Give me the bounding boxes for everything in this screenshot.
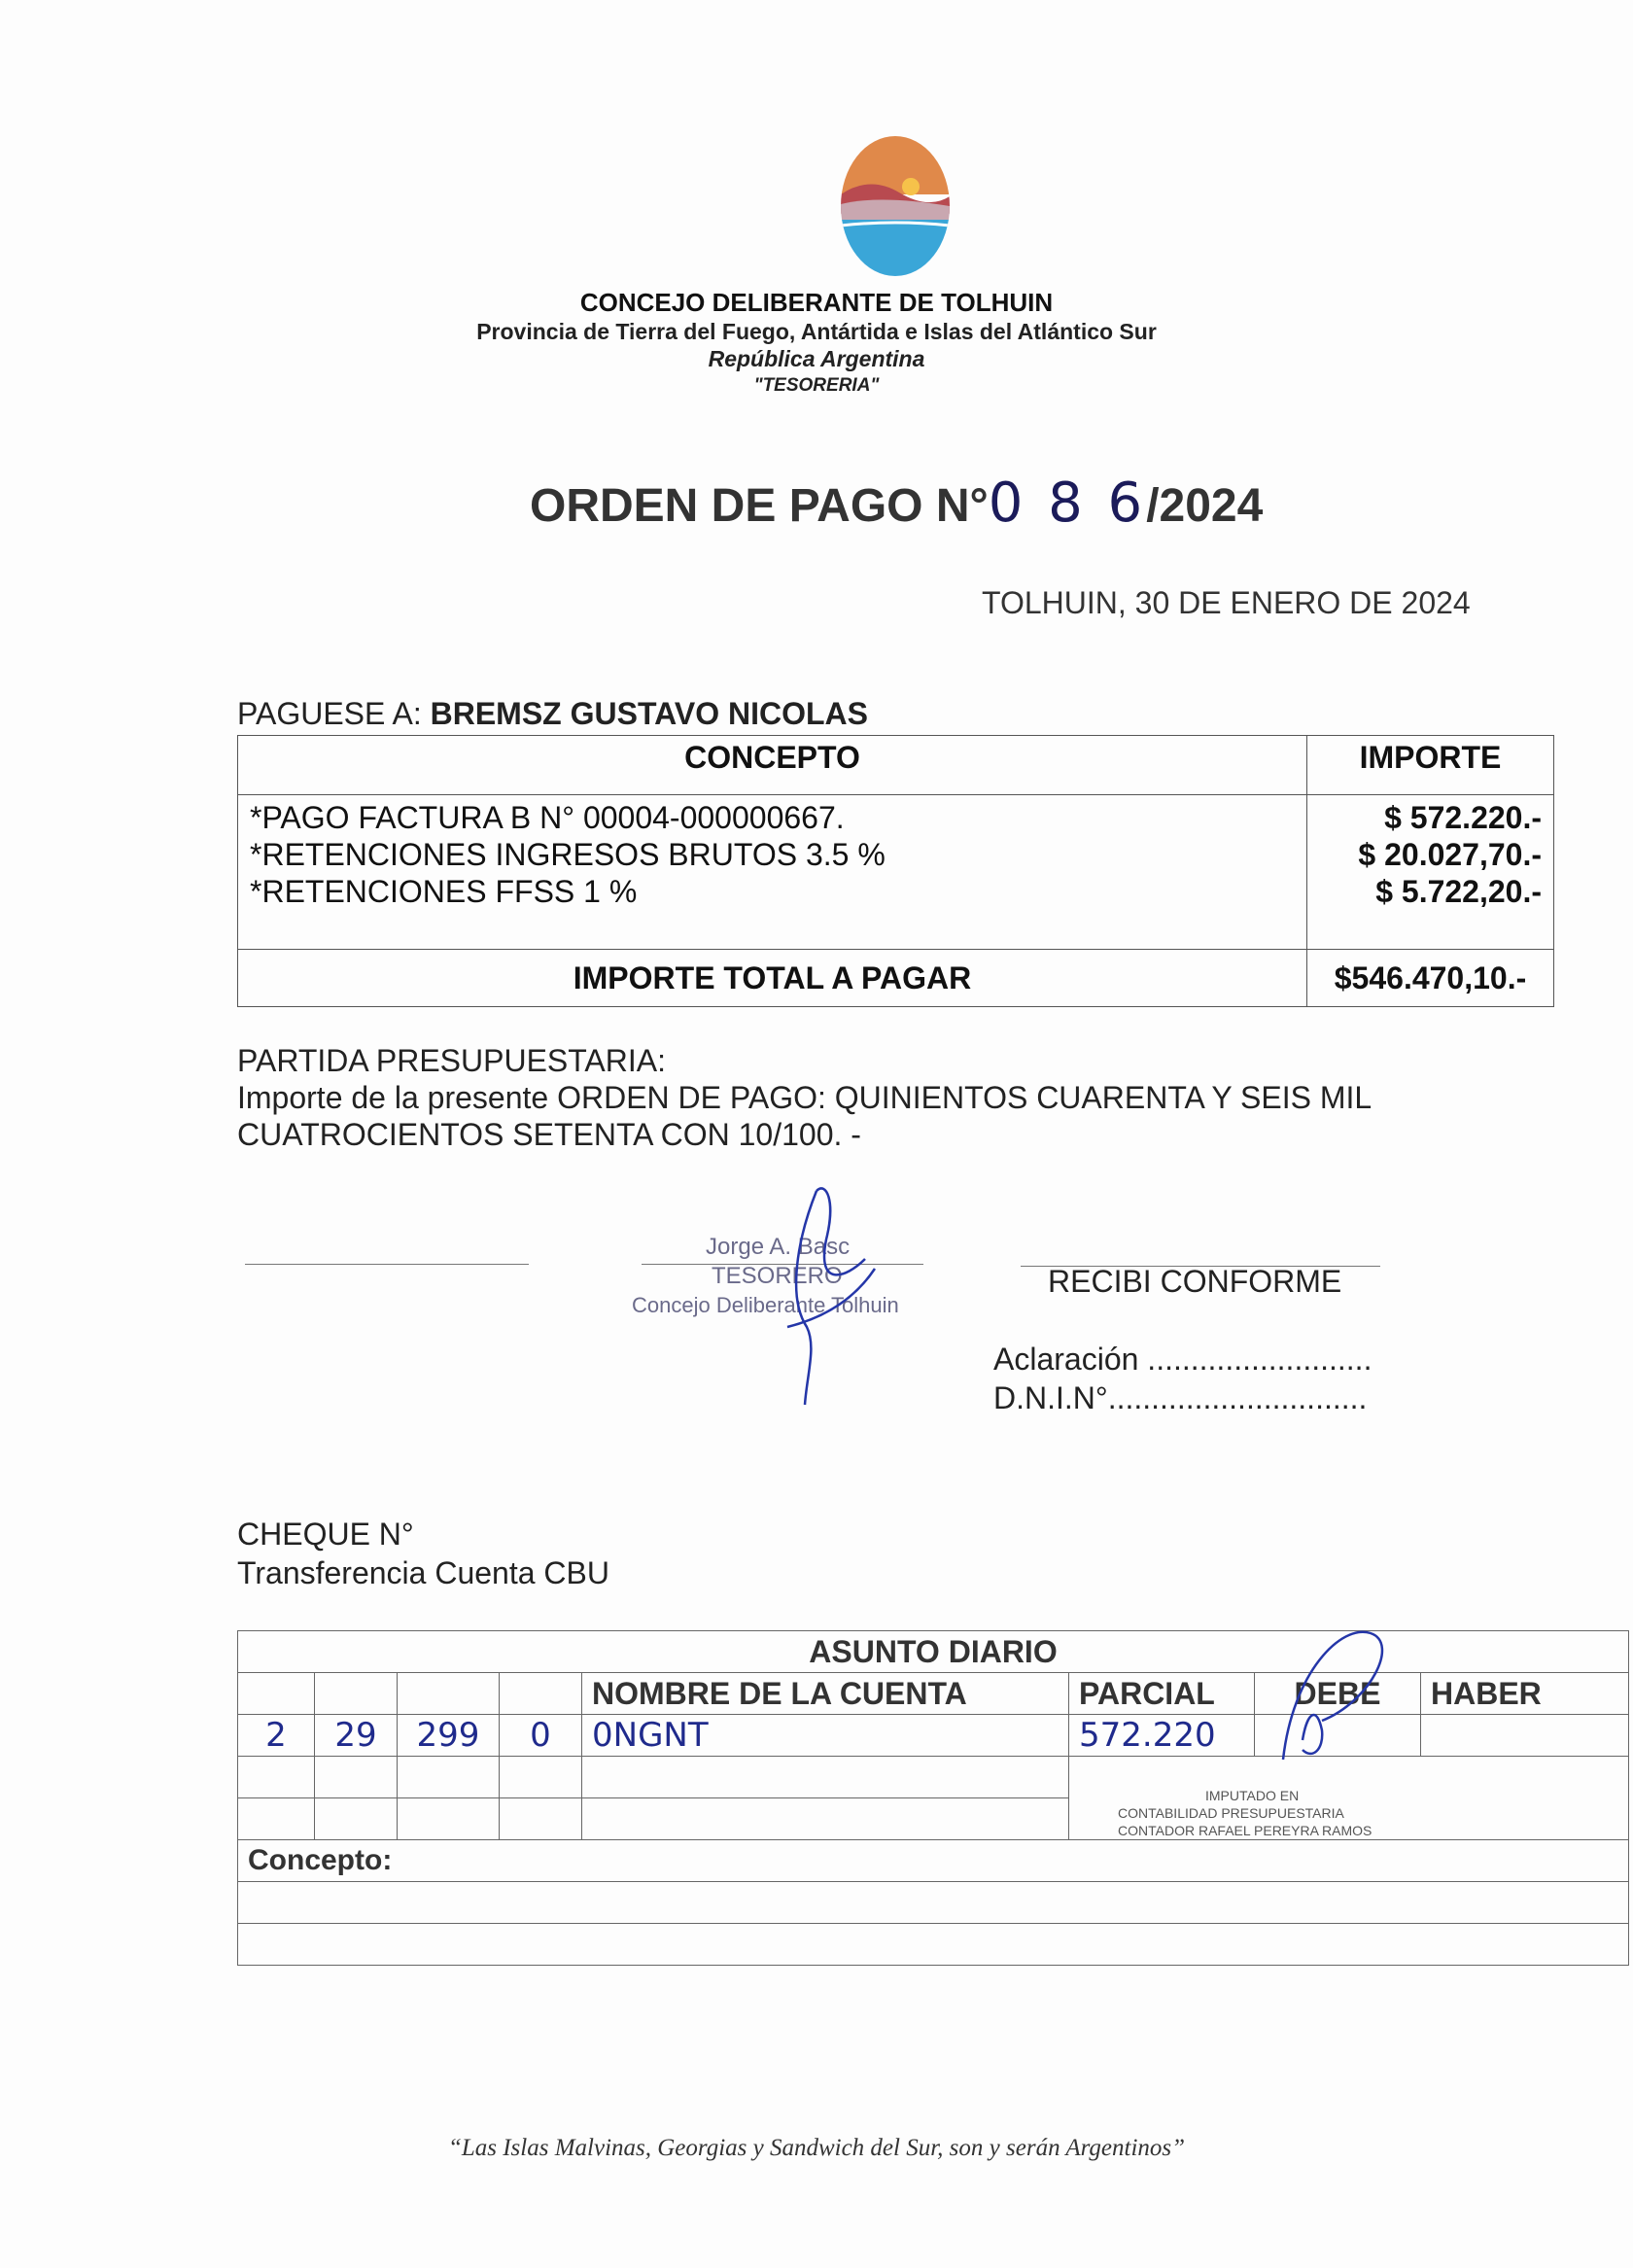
payee-line (237, 696, 868, 732)
council-logo (841, 136, 950, 276)
office-line: "TESORERIA" (753, 375, 880, 396)
hand-partial: 572.220 (1069, 1715, 1255, 1757)
stamp-line: IMPUTADO EN (1205, 1788, 1300, 1803)
budget-label: PARTIDA PRESUPUESTARIA: (237, 1043, 666, 1078)
council-title: CONCEJO DELIBERANTE DE TOLHUIN (579, 288, 1054, 317)
account-header: NOMBRE DE LA CUENTA (582, 1673, 1069, 1715)
hand-code: 2 (238, 1715, 315, 1757)
amount-header: IMPORTE (1307, 736, 1554, 795)
hand-code: 299 (398, 1715, 500, 1757)
treasurer-name: Jorge A. Basc (706, 1234, 851, 1260)
credit-header: HABER (1421, 1673, 1629, 1715)
payee-name: BREMSZ GUSTAVO NICOLAS (430, 696, 868, 731)
handwritten-signature (748, 1181, 885, 1414)
cheque-label: CHEQUE N° (237, 1517, 414, 1552)
journal-signature (1264, 1614, 1400, 1808)
partial-header: PARCIAL (1069, 1673, 1255, 1715)
province-line: Provincia de Tierra del Fuego, Antártida e Islas del Atlántico Sur (476, 319, 1157, 344)
hand-account: 0NGNT (582, 1715, 1069, 1757)
order-title (530, 471, 1263, 535)
republic-line: República Argentina (708, 346, 925, 371)
cheque-block (237, 1515, 609, 1592)
budget-line: Importe de la presente ORDEN DE PAGO: QUINIENTOS CUARENTA Y SEIS MIL (237, 1080, 1372, 1115)
aclaracion-field: Aclaración .......................... (993, 1342, 1372, 1377)
stamp-line: CONTABILIDAD PRESUPUESTARIA (1118, 1805, 1344, 1821)
total-amount: $546.470,10.- (1307, 950, 1554, 1007)
payee-label: PAGUESE A: (237, 696, 422, 731)
transfer-label: Transferencia Cuenta CBU (237, 1555, 609, 1590)
signature-line-left (245, 1264, 529, 1265)
concept-item: *PAGO FACTURA B N° 00004-000000667. (250, 800, 845, 835)
budget-line: CUATROCIENTOS SETENTA CON 10/100. - (237, 1117, 861, 1152)
treasurer-org: Concejo Deliberante Tolhuin (632, 1293, 899, 1317)
order-label: ORDEN DE PAGO N° (530, 480, 989, 532)
concept-item: *RETENCIONES INGRESOS BRUTOS 3.5 % (250, 837, 886, 872)
concept-label: Concepto: (238, 1840, 1629, 1882)
journal-title: ASUNTO DIARIO (238, 1631, 1629, 1673)
order-date: TOLHUIN, 30 DE ENERO DE 2024 (982, 585, 1471, 620)
concept-header: CONCEPTO (238, 736, 1307, 795)
total-label: IMPORTE TOTAL A PAGAR (238, 950, 1307, 1007)
payment-table (237, 735, 1554, 1007)
amount-item: $ 20.027,70.- (1358, 837, 1542, 872)
journal-table (237, 1630, 1629, 1966)
budget-block (237, 1042, 1372, 1153)
dni-field: D.N.I.N°.............................. (993, 1380, 1368, 1415)
amount-item: $ 5.722,20.- (1375, 874, 1542, 909)
concept-item: *RETENCIONES FFSS 1 % (250, 874, 638, 909)
debit-header: DEBE (1255, 1673, 1421, 1715)
order-number: 0 8 6 (988, 471, 1147, 535)
amount-item: $ 572.220.- (1384, 800, 1542, 835)
amount-cell (1307, 795, 1554, 950)
hand-code: 29 (315, 1715, 398, 1757)
order-year: /2024 (1146, 480, 1264, 532)
footer-motto: “Las Islas Malvinas, Georgias y Sandwich del Sur, son y serán Argentinos” (447, 2135, 1186, 2161)
receipt-fields (993, 1340, 1372, 1417)
receipt-label: RECIBI CONFORME (1048, 1264, 1342, 1299)
treasurer-role: TESORERO (712, 1263, 843, 1289)
hand-code: 0 (500, 1715, 582, 1757)
concept-cell (238, 795, 1307, 950)
stamp-line: CONTADOR RAFAEL PEREYRA RAMOS (1118, 1823, 1372, 1838)
